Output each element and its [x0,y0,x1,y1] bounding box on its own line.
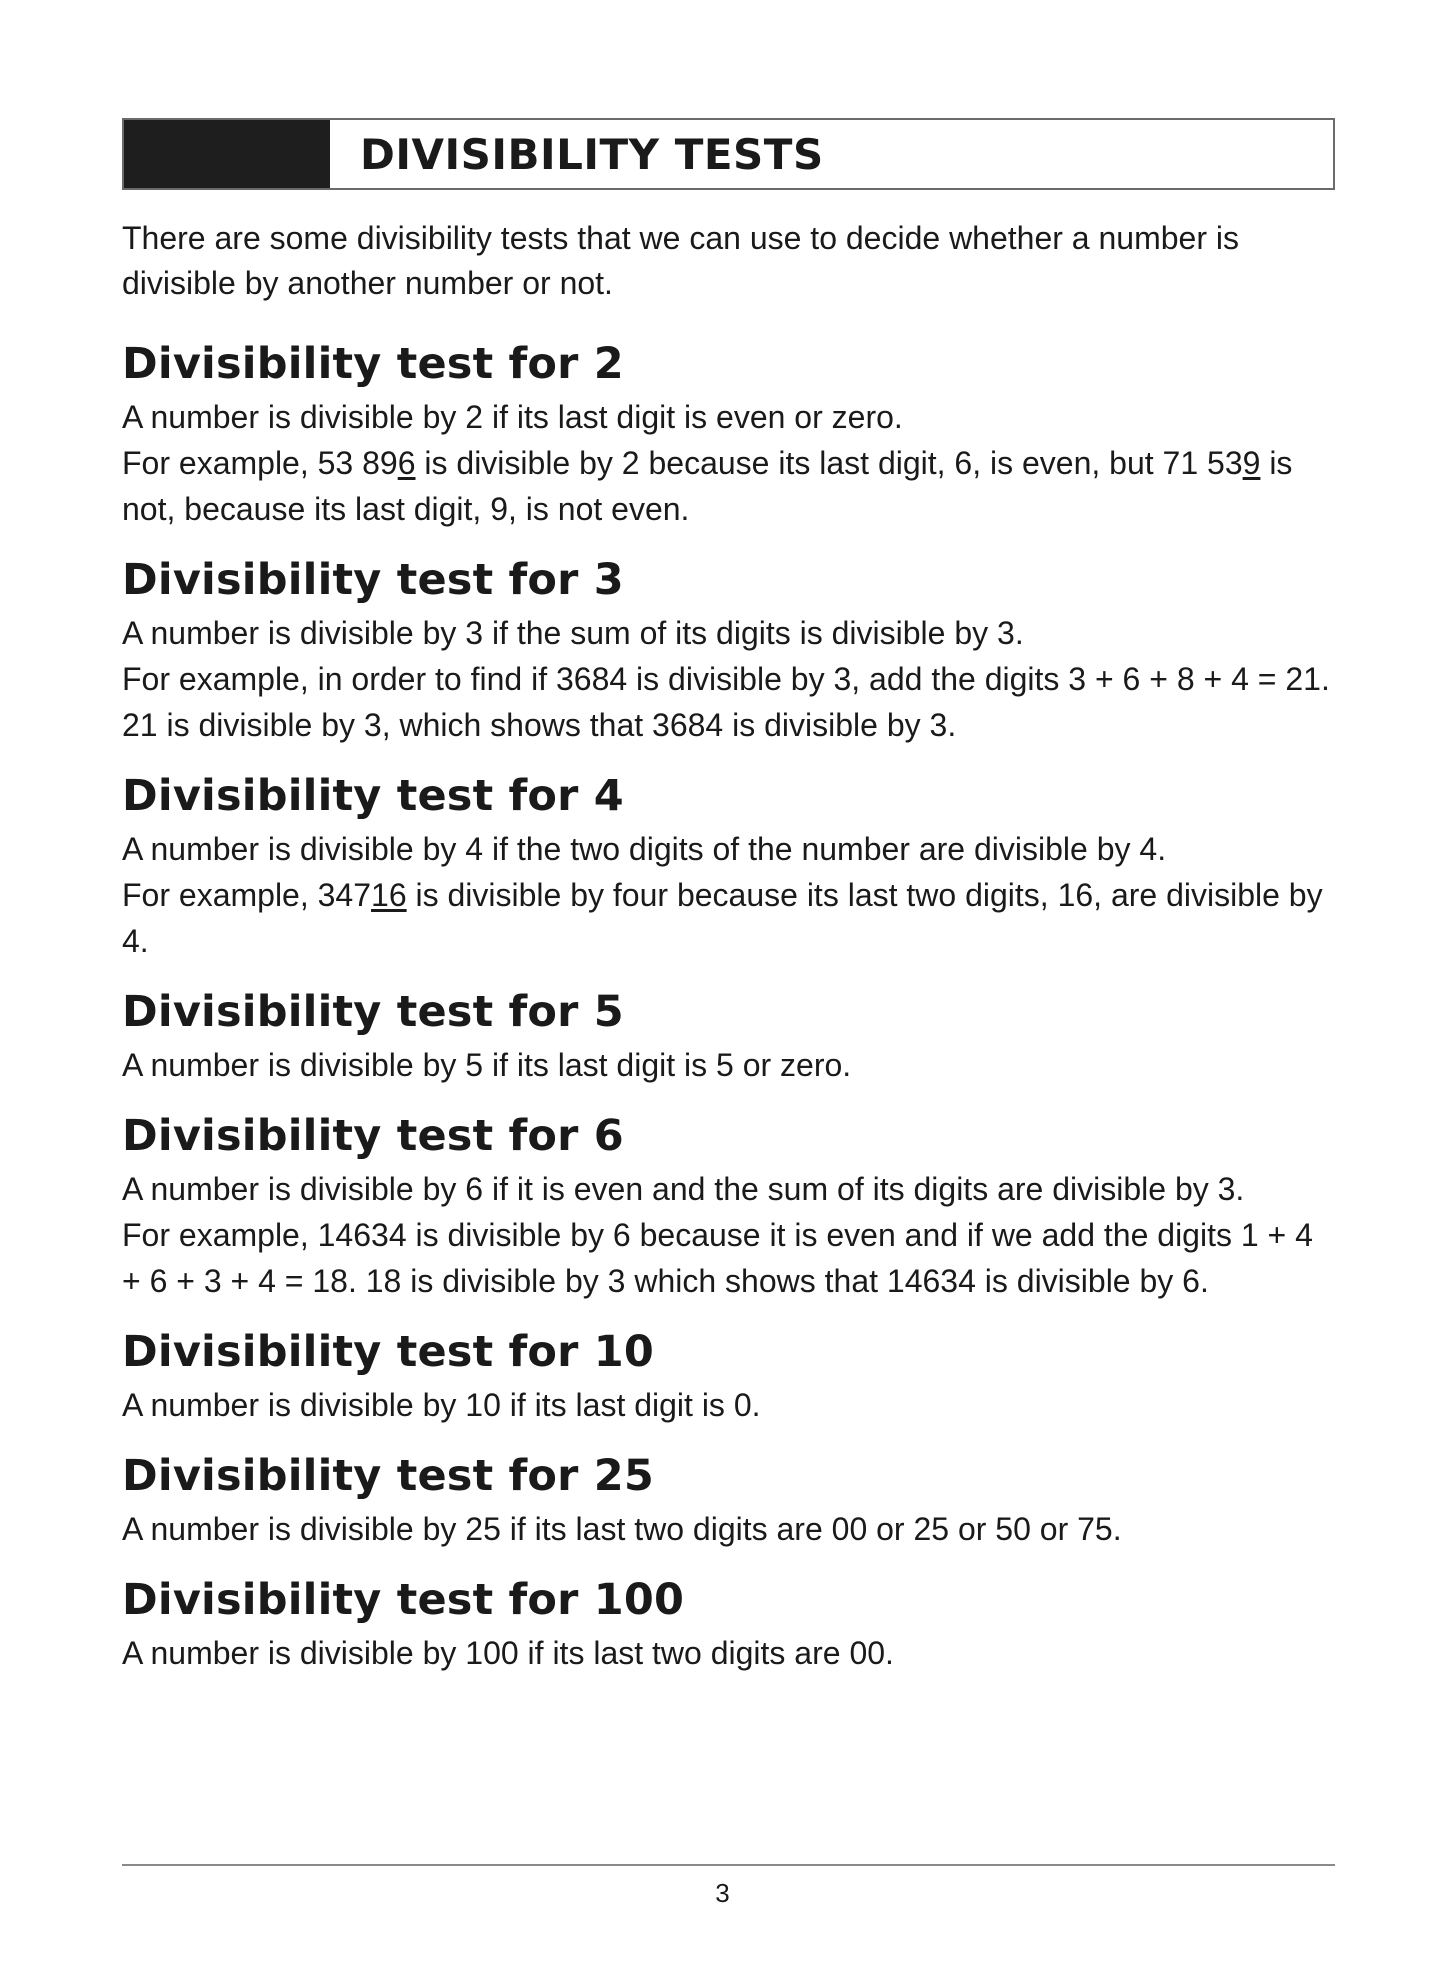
underlined-digit: 9 [1242,445,1261,481]
section-heading: Divisibility test for 100 [122,1575,685,1625]
section-test-3 [122,554,1335,748]
section-heading: Divisibility test for 25 [122,1451,654,1501]
example-text: For example, in order to find if 3684 is divisible by 3, add the digits 3 + 6 + 8 + 4 = 21. 21 is divisible by 3, which shows that 3684 is divisible by 3. [122,661,1330,743]
rule-text: A number is divisible by 2 if its last digit is even or zero. [122,399,903,435]
section-test-25 [122,1450,1335,1552]
section-test-5 [122,986,1335,1088]
intro-paragraph: There are some divisibility tests that we can use to decide whether a number is divisible by another number or not. [122,220,1239,301]
section-heading: Divisibility test for 6 [122,1111,624,1161]
page-title: DIVISIBILITY TESTS [360,129,824,179]
underlined-digit: 6 [397,445,416,481]
rule-text: A number is divisible by 6 if it is even and the sum of its digits are divisible by 3. [122,1171,1245,1207]
rule-text: A number is divisible by 3 if the sum of its digits is divisible by 3. [122,615,1024,651]
page-number: 3 [715,1878,730,1908]
rule-text: A number is divisible by 5 if its last digit is 5 or zero. [122,1047,852,1083]
section-heading: Divisibility test for 5 [122,987,624,1037]
footer-divider [122,1864,1335,1866]
title-bar [122,118,1335,190]
rule-text: A number is divisible by 4 if the two digits of the number are divisible by 4. [122,831,1167,867]
rule-text: A number is divisible by 25 if its last two digits are 00 or 25 or 50 or 75. [122,1511,1122,1547]
underlined-digits: 16 [371,877,407,913]
section-test-6 [122,1110,1335,1304]
section-heading: Divisibility test for 10 [122,1327,654,1377]
example-text: For example, 34716 is divisible by four because its last two digits, 16, are divisible by 4. [122,877,1323,959]
rule-text: A number is divisible by 10 if its last digit is 0. [122,1387,761,1423]
example-text: For example, 53 896 is divisible by 2 because its last digit, 6, is even, but 71 539 is not, because its last digit, 9, is not even. [122,445,1293,527]
section-heading: Divisibility test for 4 [122,771,624,821]
example-text: For example, 14634 is divisible by 6 because it is even and if we add the digits 1 + 4 + 6 + 3 + 4 = 18. 18 is divisible by 3 which shows that 14634 is divisible by 6. [122,1217,1313,1299]
page-content [122,118,1335,1676]
section-test-10 [122,1326,1335,1428]
section-test-4 [122,770,1335,964]
section-test-100 [122,1574,1335,1676]
title-decoration-block [124,120,330,188]
section-heading: Divisibility test for 3 [122,555,624,605]
section-heading: Divisibility test for 2 [122,339,624,389]
rule-text: A number is divisible by 100 if its last two digits are 00. [122,1635,894,1671]
section-test-2 [122,338,1335,532]
